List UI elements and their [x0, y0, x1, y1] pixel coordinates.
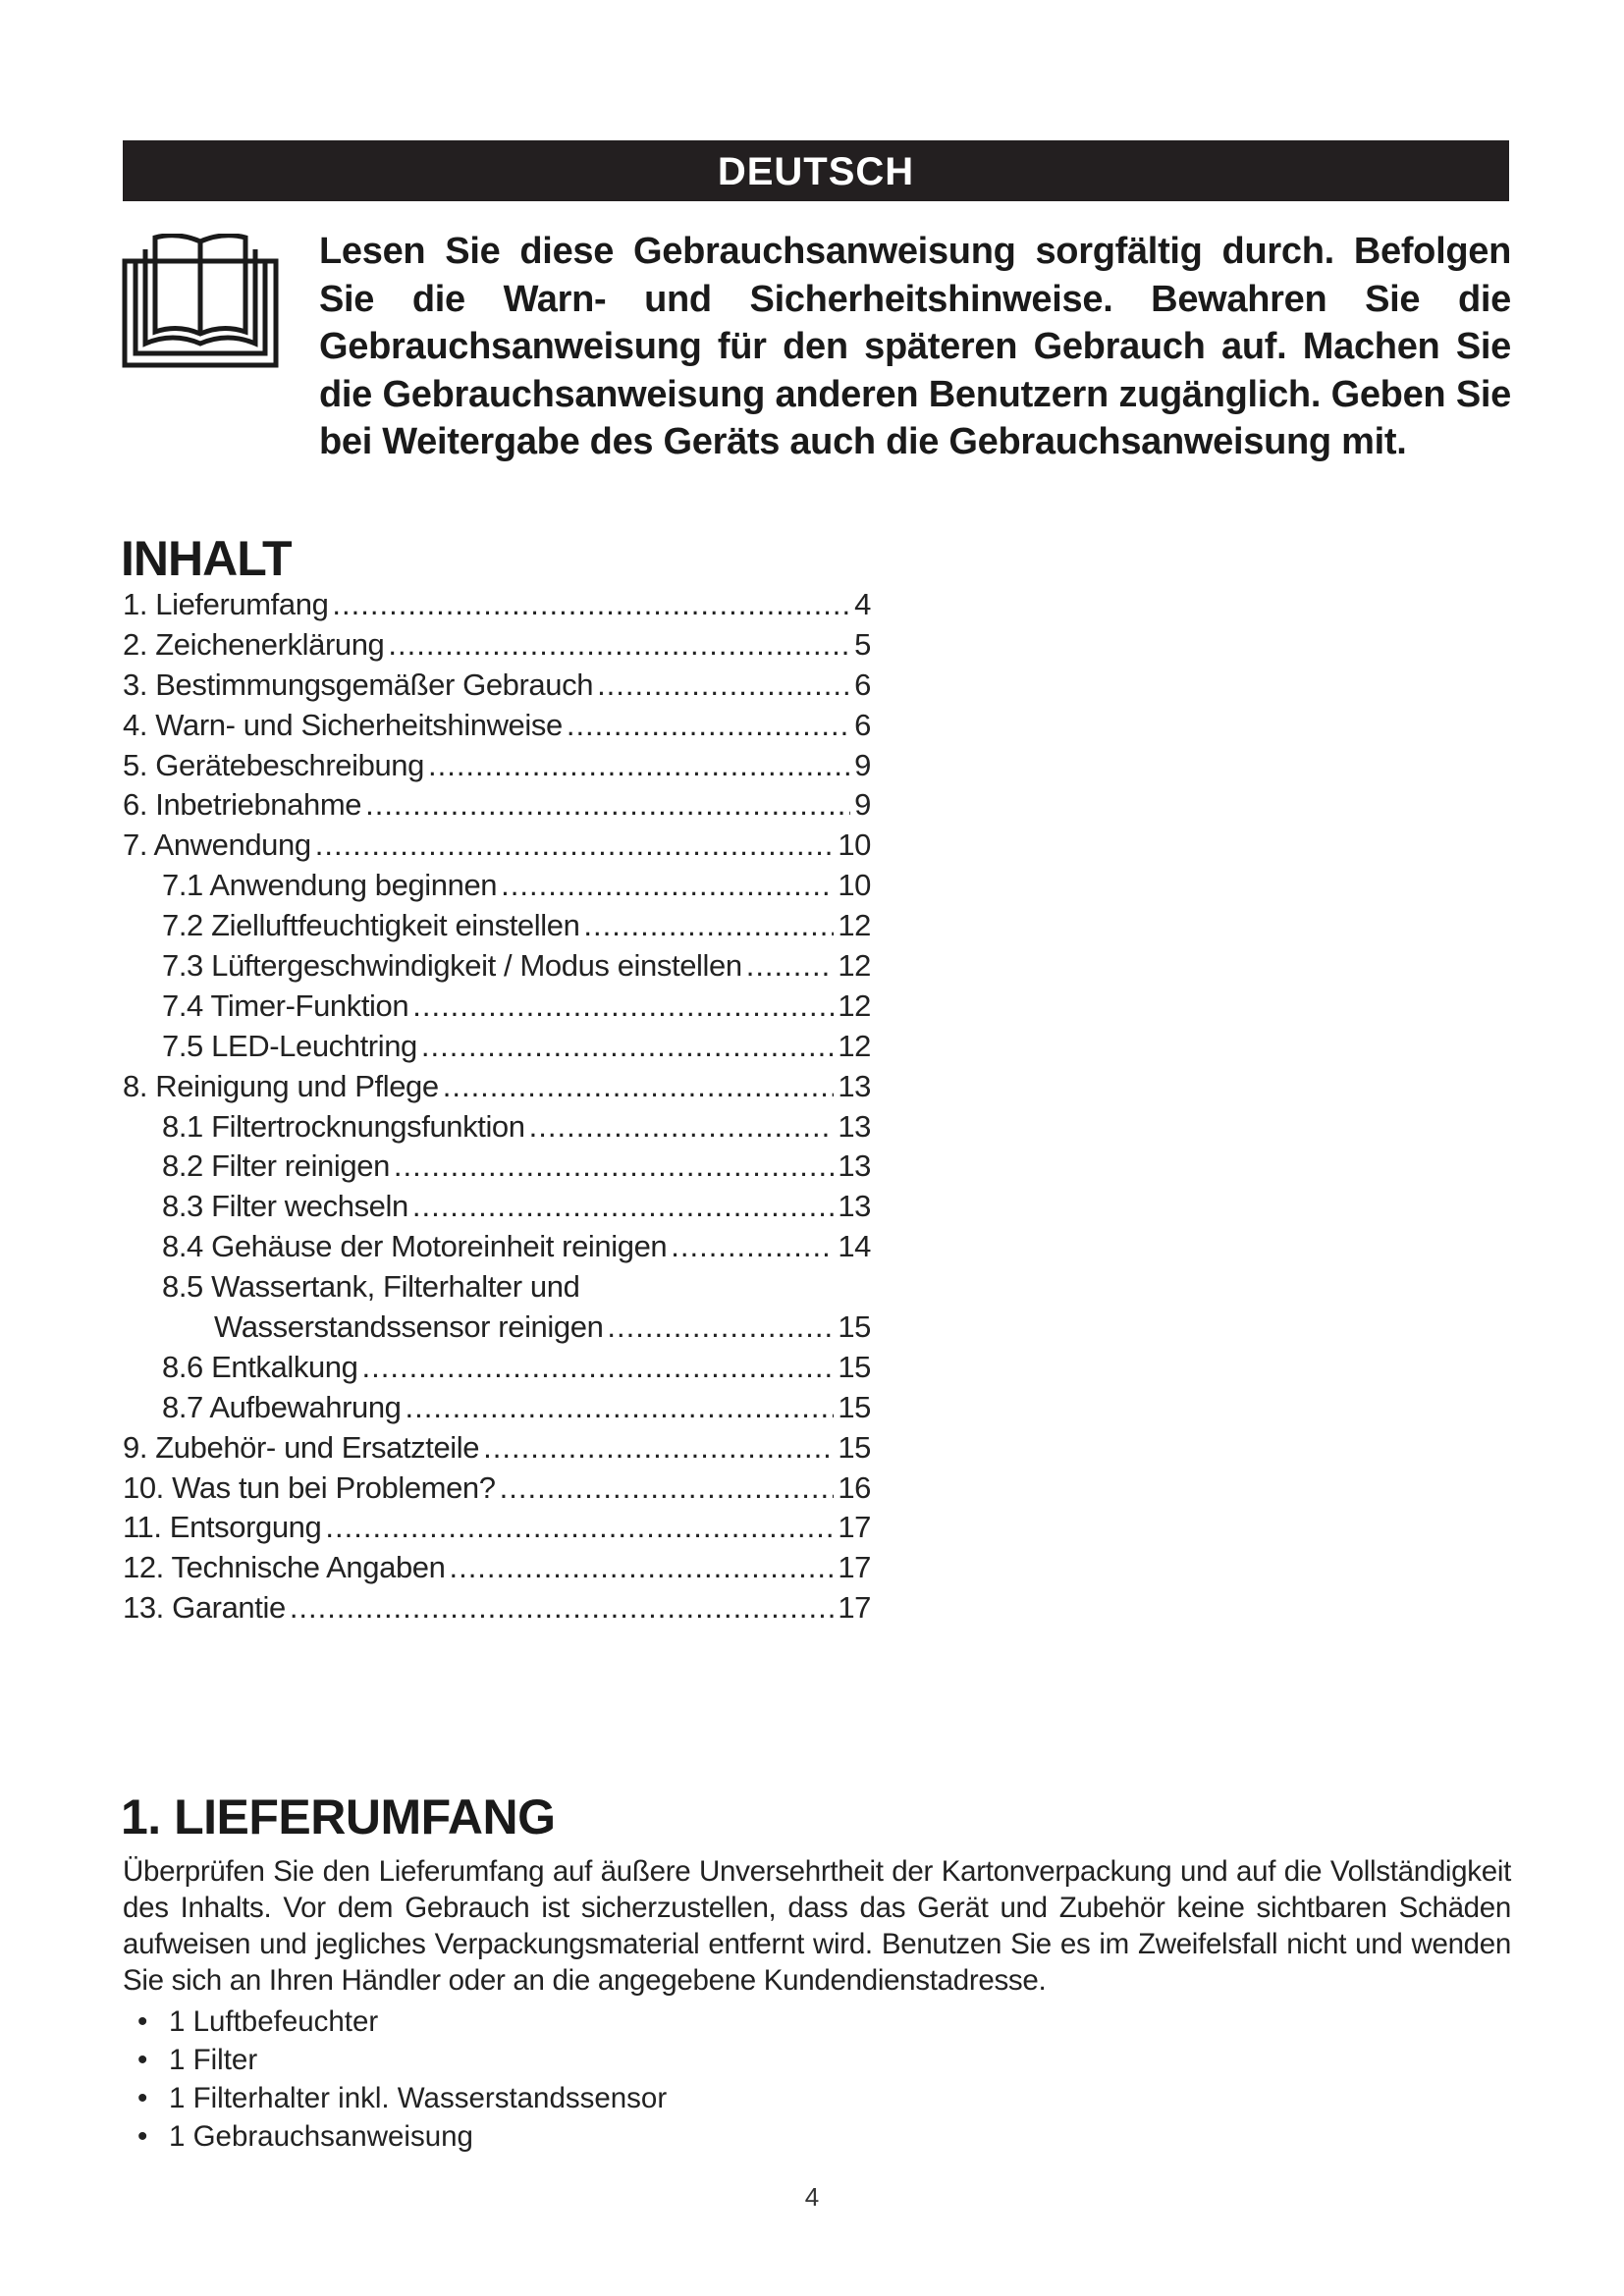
toc-entry-page: 6 — [854, 667, 871, 702]
toc-entry-label: 7.3 Lüftergeschwindigkeit / Modus einstellen — [162, 948, 742, 984]
toc-entry-page: 14 — [838, 1229, 871, 1264]
toc-entry-page: 15 — [838, 1349, 871, 1384]
toc-entry-page: 17 — [838, 1550, 871, 1585]
toc-entry[interactable] — [123, 868, 871, 908]
toc-entry-label: 8.2 Filter reinigen — [162, 1148, 390, 1184]
toc-leader-dots — [412, 1189, 834, 1224]
toc-entry[interactable] — [123, 1109, 871, 1149]
toc-entry-page: 17 — [838, 1510, 871, 1545]
toc-entry[interactable] — [123, 1269, 871, 1309]
toc-entry[interactable] — [123, 1069, 871, 1109]
toc-entry[interactable] — [123, 1390, 871, 1430]
toc-leader-dots — [412, 988, 834, 1024]
toc-entry-page: 9 — [854, 787, 871, 823]
toc-entry-label: 8.1 Filtertrocknungsfunktion — [162, 1108, 525, 1144]
toc-entry-page: 13 — [838, 1189, 871, 1224]
toc-entry-page: 9 — [854, 747, 871, 782]
toc-entry-label: 8.4 Gehäuse der Motoreinheit reinigen — [162, 1229, 668, 1264]
toc-entry[interactable] — [123, 1550, 871, 1590]
toc-entry-page: 16 — [838, 1469, 871, 1505]
toc-entry-label: 6. Inbetriebnahme — [123, 787, 362, 823]
toc-entry[interactable] — [123, 1148, 871, 1189]
toc-leader-dots — [567, 708, 850, 743]
toc-title: INHALT — [121, 531, 292, 586]
list-item: • 1 Filterhalter inkl. Wasserstandssensor — [137, 2079, 667, 2117]
toc-entry[interactable] — [123, 708, 871, 748]
toc-entry-label: 13. Garantie — [123, 1590, 286, 1626]
toc-entry-label: 1. Lieferumfang — [123, 587, 329, 621]
toc-entry[interactable] — [123, 988, 871, 1029]
toc-entry[interactable] — [123, 667, 871, 708]
toc-entry-label: 2. Zeichenerklärung — [123, 626, 385, 662]
toc-entry-label: 8.7 Aufbewahrung — [162, 1389, 402, 1424]
toc-entry-label: 8.6 Entkalkung — [162, 1349, 358, 1384]
toc-leader-dots — [607, 1309, 834, 1345]
toc-entry-label: 4. Warn- und Sicherheitshinweise — [123, 707, 563, 742]
toc-entry-page: 13 — [838, 1148, 871, 1184]
toc-leader-dots — [394, 1148, 834, 1184]
toc-entry-page: 4 — [854, 587, 871, 621]
toc-entry-label: 9. Zubehör- und Ersatzteile — [123, 1429, 480, 1465]
toc-entry-label: 7.5 LED-Leuchtring — [162, 1028, 417, 1063]
toc-entry-label: 7.4 Timer-Funktion — [162, 988, 409, 1023]
toc-leader-dots — [501, 868, 834, 903]
toc-entry[interactable] — [123, 908, 871, 948]
toc-leader-dots — [443, 1069, 835, 1104]
toc-entry[interactable] — [123, 787, 871, 828]
toc-leader-dots — [500, 1470, 835, 1506]
toc-leader-dots — [583, 908, 834, 943]
toc-leader-dots — [428, 748, 850, 783]
toc-entry[interactable] — [123, 587, 871, 627]
toc-leader-dots — [597, 667, 850, 703]
toc-entry[interactable] — [123, 1189, 871, 1229]
toc-entry[interactable] — [123, 1430, 871, 1470]
toc-entry-label: 5. Gerätebeschreibung — [123, 747, 424, 782]
intro-notice: Lesen Sie diese Gebrauchsanweisung sorgfältig durch. Befolgen Sie die Warn- und Sicherheitshinweise. Bewahren Sie die Gebrauchsanweisung für den späteren Gebrauch auf. Machen Sie die Gebrauchsanweisung anderen Benutzern zugänglich. Geben Sie bei Weitergabe des Geräts auch die Gebrauchsanweisung mit. — [319, 231, 1511, 462]
toc-entry-page: 12 — [838, 948, 871, 984]
toc-entry[interactable] — [123, 1510, 871, 1550]
toc-entry[interactable] — [123, 627, 871, 667]
toc-entry-label: 8.5 Wassertank, Filterhalter und — [162, 1269, 580, 1305]
toc-entry-page: 10 — [838, 868, 871, 903]
toc-entry-label: Wasserstandssensor reinigen — [214, 1309, 604, 1345]
toc-leader-dots — [421, 1029, 834, 1064]
toc-entry-label: 8.3 Filter wechseln — [162, 1189, 408, 1224]
contents-list — [137, 2002, 667, 2156]
toc-entry-page: 15 — [838, 1309, 871, 1345]
toc-entry[interactable] — [123, 828, 871, 868]
language-header: DEUTSCH — [123, 140, 1509, 201]
toc-entry-page: 12 — [838, 1028, 871, 1063]
toc-entry[interactable] — [123, 1350, 871, 1390]
toc-entry-page: 12 — [838, 908, 871, 943]
section-paragraph: Überprüfen Sie den Lieferumfang auf äußere Unversehrtheit der Kartonverpackung und auf die Vollständigkeit des Inhalts. Vor dem Gebrauch ist sicherzustellen, dass das Gerät und Zubehör keine sichtbaren Schäden aufweisen und jegliches Verpackungsmaterial entfernt wird. Benutzen Sie es im Zweifelsfall nicht und wenden Sie sich an Ihren Händler oder an die angegebene Kundendienstadresse. — [123, 1855, 1511, 1997]
toc-entry[interactable] — [123, 1470, 871, 1511]
toc-entry-page: 15 — [838, 1389, 871, 1424]
toc-leader-dots — [746, 948, 835, 984]
toc-leader-dots — [483, 1430, 834, 1466]
toc-entry-label: 12. Technische Angaben — [123, 1550, 446, 1585]
toc-entry-label: 7.2 Zielluftfeuchtigkeit einstellen — [162, 908, 580, 943]
toc-entry-label: 10. Was tun bei Problemen? — [123, 1469, 496, 1505]
toc-entry-page: 13 — [838, 1068, 871, 1103]
toc-entry-page: 15 — [838, 1429, 871, 1465]
toc-entry-label: 11. Entsorgung — [123, 1510, 322, 1545]
toc-leader-dots — [365, 787, 850, 823]
toc-entry[interactable] — [123, 1309, 871, 1350]
toc-entry-label: 8. Reinigung und Pflege — [123, 1068, 439, 1103]
toc-leader-dots — [406, 1390, 835, 1425]
book-icon — [122, 234, 279, 371]
toc-entry[interactable] — [123, 948, 871, 988]
page-number: 4 — [804, 2182, 820, 2212]
toc-entry[interactable] — [123, 1229, 871, 1269]
toc-entry[interactable] — [123, 1029, 871, 1069]
toc-entry-label: 7. Anwendung — [123, 828, 311, 863]
toc-entry[interactable] — [123, 748, 871, 788]
toc-leader-dots — [671, 1229, 834, 1264]
toc-leader-dots — [388, 627, 850, 663]
toc-leader-dots — [315, 828, 835, 863]
table-of-contents — [123, 587, 871, 1630]
toc-entry-page: 12 — [838, 988, 871, 1023]
toc-entry-page: 10 — [838, 828, 871, 863]
toc-leader-dots — [325, 1510, 834, 1545]
list-item: • 1 Filter — [137, 2041, 667, 2079]
toc-leader-dots — [332, 587, 850, 622]
toc-leader-dots — [362, 1350, 835, 1385]
toc-entry-label: 7.1 Anwendung beginnen — [162, 868, 498, 903]
toc-entry-page: 5 — [854, 626, 871, 662]
toc-leader-dots — [290, 1590, 835, 1626]
list-item: • 1 Luftbefeuchter — [137, 2002, 667, 2041]
toc-entry-page: 13 — [838, 1108, 871, 1144]
toc-leader-dots — [529, 1109, 835, 1145]
toc-entry-page: 17 — [838, 1590, 871, 1626]
toc-entry-label: 3. Bestimmungsgemäßer Gebrauch — [123, 667, 594, 702]
section-title: 1. LIEFERUMFANG — [121, 1789, 556, 1844]
toc-leader-dots — [449, 1550, 834, 1585]
list-item: • 1 Gebrauchsanweisung — [137, 2117, 667, 2156]
toc-entry-page: 6 — [854, 707, 871, 742]
toc-entry[interactable] — [123, 1590, 871, 1630]
